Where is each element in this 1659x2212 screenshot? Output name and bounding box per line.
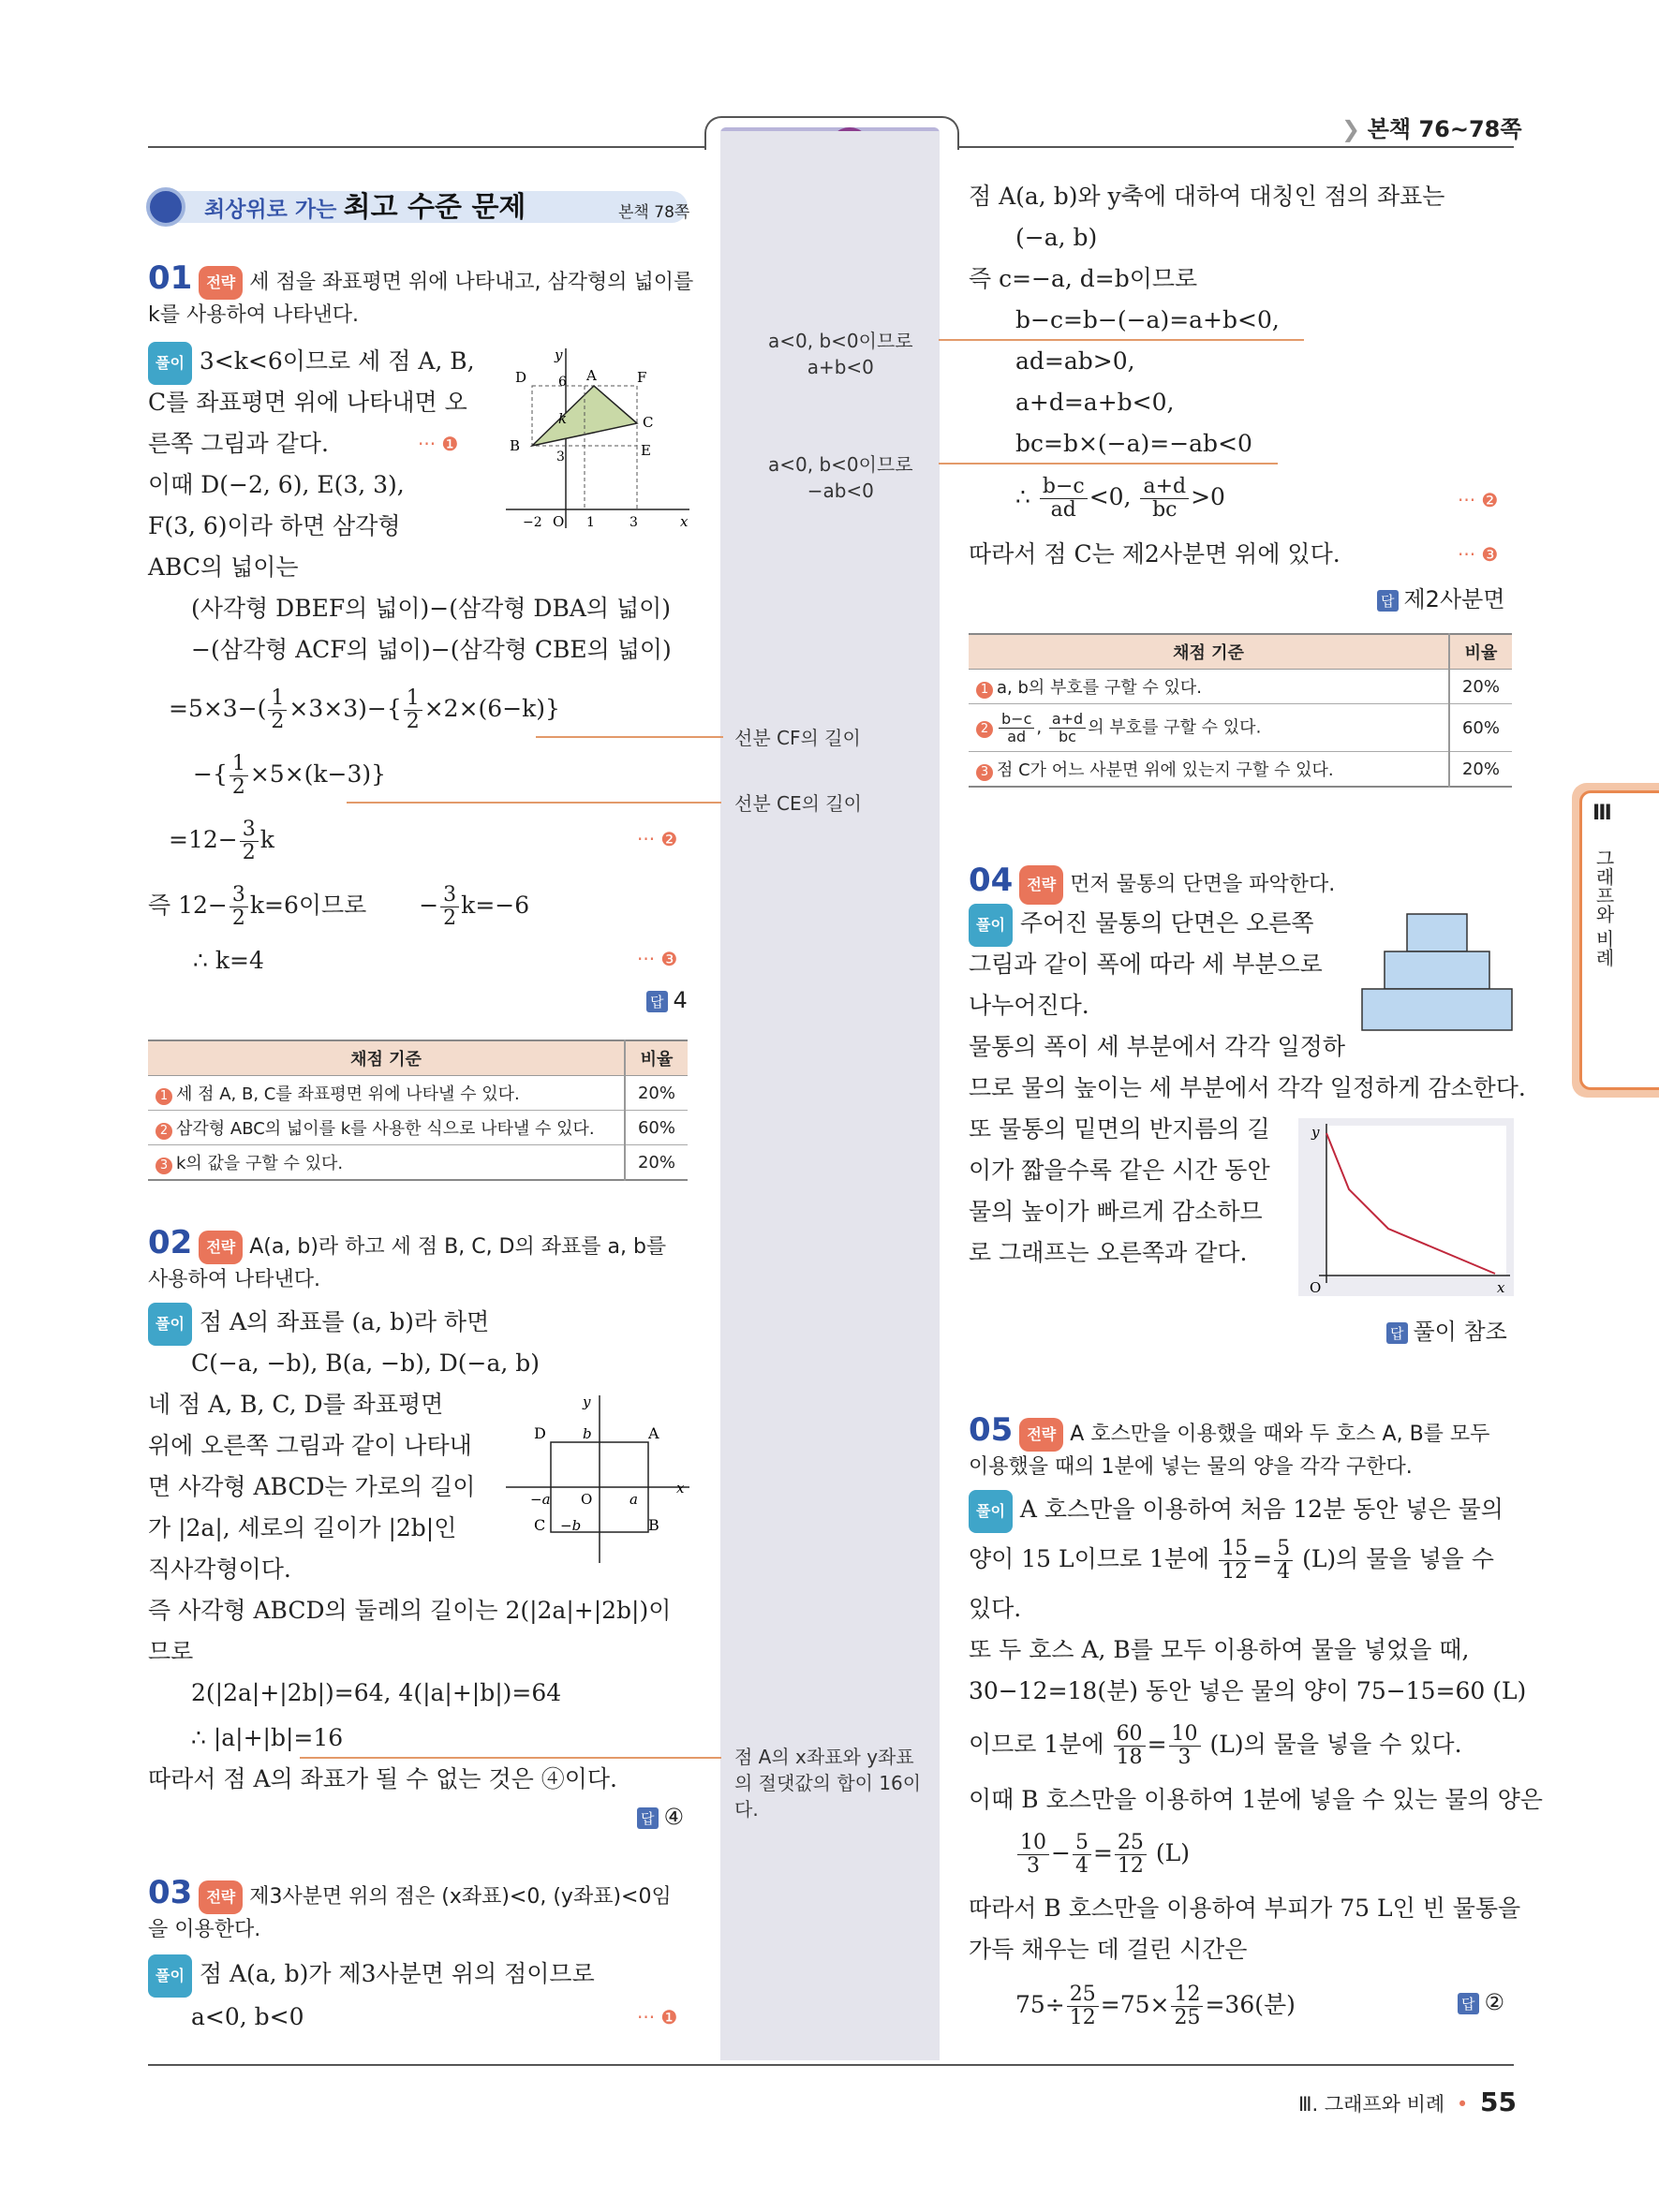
section-title: 최상위로 가는 최고 수준 문제 <box>204 191 526 224</box>
p01-criteria-table: 채점 기준 비율 1 세 점 A, B, C를 좌표평면 위에 나타낼 수 있다. 20% 2 삼각형 ABC의 넓이를 k를 사용한 식으로 나타낼 수 있다. 60% 3 k의 값을 구할 수 있다. 20% <box>148 1040 688 1181</box>
p04-line6: 또 물통의 밑면의 반지름의 길 <box>969 1115 1270 1143</box>
p03-right-line8: ∴ $\frac{b-c}{ad}$ <0, $\frac{a+d}{bc}$ >0 <box>1015 475 1225 522</box>
p03-right-line3: 즉 c=−a, d=b이므로 <box>969 265 1198 292</box>
svg-text:C: C <box>534 1516 546 1534</box>
p04-line4: 물통의 폭이 세 부분에서 각각 일정하 <box>969 1033 1345 1060</box>
p02-line4: 위에 오른쪽 그림과 같이 나타내 <box>148 1432 472 1459</box>
p03-right-line5: ad=ab>0, <box>1015 347 1135 375</box>
svg-text:A: A <box>648 1424 659 1442</box>
p01-line11: =12− $\frac{3}{2}$ k <box>169 818 274 864</box>
p04-line7: 이가 짧을수록 같은 시간 동안 <box>969 1157 1270 1184</box>
page-number: 55 <box>1480 2087 1517 2117</box>
note-ab-product: a<0, b<0이므로 −ab<0 <box>768 453 913 502</box>
fig-label-f: F <box>637 369 647 386</box>
p04-tank-cross-section <box>1360 912 1514 1034</box>
criteria-row: 3 k의 값을 구할 수 있다. 20% <box>148 1145 688 1181</box>
problem-05: 05 전략 A 호스만을 이용했을 때와 두 호스 A, B를 모두 이용했을 때의 1분에 넣는 물의 양을 각각 구한다. <box>969 1411 1490 1479</box>
marker-2: ··· ❷ <box>637 828 678 850</box>
svg-text:x: x <box>676 1480 685 1497</box>
criteria-row: 1 세 점 A, B, C를 좌표평면 위에 나타낼 수 있다. 20% <box>148 1076 688 1111</box>
criteria-row: 2 $\frac{b-c}{ad}$ , $\frac{a+d}{bc}$ 의 부호를 구할 수 있다. 60% <box>969 704 1512 752</box>
p02-line5: 면 사각형 ABCD는 가로의 길이 <box>148 1473 476 1500</box>
chevron-right-icon: ❯ <box>1341 116 1361 142</box>
p04-line9: 로 그래프는 오른쪽과 같다. <box>969 1239 1248 1266</box>
p02-line6: 가 |2a|, 세로의 길이가 |2b|인 <box>148 1514 457 1541</box>
footer-line <box>148 2064 1514 2066</box>
svg-text:O: O <box>581 1491 593 1508</box>
fig-label-o: O <box>553 513 565 530</box>
svg-text:B: B <box>648 1516 659 1534</box>
p01-line4: 이때 D(−2, 6), E(3, 3), <box>148 471 405 498</box>
p01-line10: −{ $\frac{1}{2}$ ×5×(k−3)} <box>193 752 387 799</box>
p05-line2: 양이 15 L이므로 1분에 $\frac{15}{12}$ = $\frac{5}{4}$ (L)의 물을 넣을 수 <box>969 1537 1494 1584</box>
p05-line6: 이므로 1분에 $\frac{60}{18}$ = $\frac{10}{3}$ (L)의 물을 넣을 수 있다. <box>969 1722 1462 1769</box>
svg-text:y: y <box>1311 1124 1320 1141</box>
note-ab-sign: a<0, b<0이므로 a+b<0 <box>768 330 913 378</box>
p02-line1: 풀이 점 A의 좌표를 (a, b)라 하면 <box>148 1302 489 1346</box>
footer: Ⅲ. 그래프와 비례 • 55 <box>1298 2087 1517 2117</box>
fig-label-6: 6 <box>558 375 567 390</box>
p02-rectangle-figure <box>502 1390 693 1568</box>
p05-answer: 답 ② <box>1458 1989 1504 2015</box>
p02-line10: 2(|2a|+|2b|)=64, 4(|a|+|b|)=64 <box>191 1679 562 1706</box>
fig-label-e: E <box>641 442 651 459</box>
fig-label-d: D <box>515 369 527 386</box>
problem-03: 03 전략 제3사분면 위의 점은 (x좌표)<0, (y좌표)<0임 을 이용한다. <box>148 1874 672 1941</box>
problem-01: 01 전략 세 점을 좌표평면 위에 나타내고, 삼각형의 넓이를 k를 사용하여 나타낸다. <box>148 259 694 327</box>
p04-line3: 나누어진다. <box>969 992 1089 1019</box>
p03-criteria-table: 채점 기준 비율 1 a, b의 부호를 구할 수 있다. 20% 2 $\frac{b-c}{ad}$ , $\frac{a+d}{bc}$ 의 부호를 구할 수 있다. 60% 3 점 C가 어느 사분면 위에 있는지 구할 수 있다. 20% <box>969 633 1512 788</box>
p05-line10: 가득 채우는 데 걸린 시간은 <box>969 1936 1248 1963</box>
fig-label-y: y <box>555 347 563 363</box>
p04-line2: 그림과 같이 폭에 따라 세 부분으로 <box>969 951 1323 978</box>
p01-line3: 른쪽 그림과 같다. <box>148 430 329 457</box>
svg-text:−b: −b <box>560 1517 582 1534</box>
marker-3: ··· ❸ <box>637 948 678 970</box>
p03-line1: 풀이 점 A(a, b)가 제3사분면 위의 점이므로 <box>148 1954 595 1998</box>
side-tab-roman: Ⅲ <box>1592 802 1612 825</box>
header-line-right <box>952 146 1514 148</box>
p05-line5: 30−12=18(분) 동안 넣은 물의 양이 75−15=60 (L) <box>969 1677 1527 1704</box>
marker-1: ··· ❶ <box>637 2006 678 2028</box>
p04-line1: 풀이 주어진 물통의 단면은 오른쪽 <box>969 903 1314 947</box>
p04-line5: 므로 물의 높이는 세 부분에서 각각 일정하게 감소한다. <box>969 1074 1526 1101</box>
svg-text:x: x <box>1497 1279 1505 1296</box>
p05-line9: 따라서 B 호스만을 이용하여 부피가 75 L인 빈 물통을 <box>969 1895 1521 1922</box>
p05-line8: $\frac{10}{3}$ − $\frac{5}{4}$ = $\frac{25}{12}$ (L) <box>1015 1832 1190 1878</box>
section-ref: 본책 78쪽 <box>618 203 690 222</box>
p05-line1: 풀이 A 호스만을 이용하여 처음 12분 동안 넣은 물의 <box>969 1489 1503 1533</box>
criteria-row: 2 삼각형 ABC의 넓이를 k를 사용한 식으로 나타낼 수 있다. 60% <box>148 1111 688 1145</box>
p03-right-line2: (−a, b) <box>1015 224 1098 251</box>
p05-line3: 있다. <box>969 1595 1022 1622</box>
section-bullet-icon <box>146 187 185 227</box>
p02-line7: 직사각형이다. <box>148 1556 291 1583</box>
p03-right-line4: b−c=b−(−a)=a+b<0, <box>1015 306 1280 333</box>
p05-line7: 이때 B 호스만을 이용하여 1분에 넣을 수 있는 물의 양은 <box>969 1786 1543 1813</box>
fig-label-a: A <box>586 367 597 384</box>
p03-right-line7: bc=b×(−a)=−ab<0 <box>1015 430 1252 457</box>
fig-label-c: C <box>643 414 654 431</box>
p02-line3: 네 점 A, B, C, D를 좌표평면 <box>148 1391 444 1418</box>
p02-answer: 답 ④ <box>637 1804 684 1830</box>
p01-line8: −(삼각형 ACF의 넓이)−(삼각형 CBE의 넓이) <box>191 636 672 663</box>
p03-right-line1: 점 A(a, b)와 y축에 대하여 대칭인 점의 좌표는 <box>969 183 1445 210</box>
p01-line13: ∴ k=4 <box>193 947 264 974</box>
criteria-row: 3 점 C가 어느 사분면 위에 있는지 구할 수 있다. 20% <box>969 752 1512 788</box>
p01-line2: C를 좌표평면 위에 나타내면 오 <box>148 389 467 416</box>
svg-text:a: a <box>630 1491 638 1508</box>
p01-line6: ABC의 넓이는 <box>148 553 299 581</box>
note-ce-length: 선분 CE의 길이 <box>734 792 862 815</box>
problem-02: 02 전략 A(a, b)라 하고 세 점 B, C, D의 좌표를 a, b를 사용하여 나타낸다. <box>148 1224 667 1291</box>
fig-label-3: 3 <box>556 450 565 465</box>
svg-text:O: O <box>1310 1279 1322 1296</box>
fig-label-x: x <box>680 513 689 530</box>
svg-text:−a: −a <box>530 1491 551 1508</box>
p05-line11: 75÷ $\frac{25}{12}$ =75× $\frac{12}{25}$ =36(분) <box>1015 1983 1296 2029</box>
marker-2: ··· ❷ <box>1458 489 1499 511</box>
marker-1: ··· ❶ <box>418 433 459 455</box>
p01-line1: 풀이 3<k<6이므로 세 점 A, B, <box>148 341 475 385</box>
p02-line8: 즉 사각형 ABCD의 둘레의 길이는 2(|2a|+|2b|)이 <box>148 1597 672 1624</box>
fig-label-k: k <box>558 410 568 427</box>
p05-line4: 또 두 호스 A, B를 모두 이용하여 물을 넣었을 때, <box>969 1636 1470 1663</box>
p03-right-line6: a+d=a+b<0, <box>1015 389 1175 416</box>
header-line-left <box>148 146 708 148</box>
criteria-row: 1 a, b의 부호를 구할 수 있다. 20% <box>969 670 1512 704</box>
p04-answer: 답 풀이 참조 <box>1386 1313 1507 1346</box>
p02-line11: ∴ |a|+|b|=16 <box>191 1724 344 1751</box>
p01-line9: =5×3−( $\frac{1}{2}$ ×3×3)−{ $\frac{1}{2}$ ×2×(6−k)} <box>169 686 560 733</box>
p03-line2: a<0, b<0 <box>191 2003 304 2030</box>
p02-line9: 므로 <box>148 1638 194 1665</box>
p02-line2: C(−a, −b), B(a, −b), D(−a, b) <box>191 1349 541 1377</box>
connector-line <box>347 802 721 804</box>
p01-answer: 답 4 <box>646 987 688 1013</box>
connector-line <box>536 736 723 738</box>
p03-answer: 답 제2사분면 <box>1377 581 1505 613</box>
note-abs-sum: 점 A의 x좌표와 y좌표 의 절댓값의 합이 16이 다. <box>734 1746 922 1821</box>
page-reference: ❯ 본책 76~78쪽 <box>1341 116 1522 142</box>
side-tab-label: 그래프와 비례 <box>1592 848 1615 967</box>
p03-right-line9: 따라서 점 C는 제2사분면 위에 있다. <box>969 540 1341 568</box>
fig-label-b: B <box>510 437 521 454</box>
fig-label-neg2: −2 <box>523 515 542 530</box>
svg-text:y: y <box>583 1394 591 1410</box>
fig-label-3x: 3 <box>630 515 638 530</box>
marker-3: ··· ❸ <box>1458 543 1499 566</box>
chapter-side-tab[interactable] <box>1572 783 1659 1098</box>
p04-water-level-graph <box>1298 1118 1514 1296</box>
svg-text:b: b <box>583 1425 592 1442</box>
p02-line12: 따라서 점 A의 좌표가 될 수 없는 것은 ④이다. <box>148 1765 617 1792</box>
p01-line12: 즉 12− $\frac{3}{2}$ k=6이므로 − $\frac{3}{2}$ k=−6 <box>148 883 530 930</box>
p01-triangle-figure <box>506 341 693 538</box>
p01-line7: (사각형 DBEF의 넓이)−(삼각형 DBA의 넓이) <box>191 595 672 622</box>
connector-line <box>300 1757 721 1759</box>
p01-line5: F(3, 6)이라 하면 삼각형 <box>148 512 401 539</box>
svg-text:D: D <box>534 1424 546 1442</box>
fig-label-1: 1 <box>586 515 595 530</box>
problem-04: 04 전략 먼저 물통의 단면을 파악한다. <box>969 862 1335 905</box>
p04-line8: 물의 높이가 빠르게 감소하므 <box>969 1198 1263 1225</box>
note-cf-length: 선분 CF의 길이 <box>734 727 861 749</box>
